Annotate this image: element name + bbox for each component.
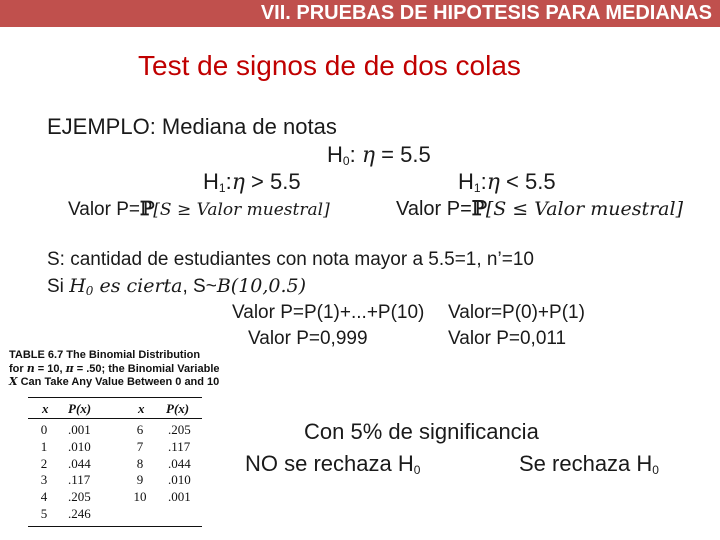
decision-left: [245, 451, 420, 483]
left-x-cell: 2: [40, 455, 48, 471]
left-x-cell: 5: [40, 506, 48, 521]
left-probability-cell: .205: [68, 489, 91, 505]
left-x-cell: 1: [40, 438, 48, 454]
pvalue-right-prefix: Valor P=: [396, 198, 472, 220]
right-x-cell: 6: [136, 422, 144, 437]
left-x-cell: 3: [40, 472, 48, 488]
col-header-px: P(x): [68, 401, 92, 416]
right-x-cell: 8: [136, 455, 144, 471]
right-probability-cell: .117: [168, 438, 191, 454]
pvalue-sum-right: Valor=P(0)+P(1): [448, 302, 585, 323]
left-probability-cell: .001: [68, 422, 91, 437]
h1-right-label: H: [458, 169, 474, 194]
caption-text: for: [9, 363, 27, 375]
si-h: H: [69, 275, 86, 297]
h1-right-colon: :: [480, 169, 487, 194]
si-prefix: Si: [47, 276, 70, 297]
right-x-cell: 9: [136, 472, 144, 488]
left-probability-cell: .117: [68, 472, 91, 488]
statistic-definition: S: cantidad de estudiantes con nota mayor a 5.5=1, n’=10: [47, 249, 534, 270]
left-x-cell: 4: [40, 489, 48, 505]
h0-label: H: [327, 142, 343, 167]
si-rest: , S~: [182, 276, 217, 297]
right-probability-cell: .205: [168, 422, 191, 437]
decision-left-text: NO se rechaza H: [245, 451, 414, 476]
table-caption-line3: [9, 375, 219, 389]
pvalue-sum-left: Valor P=P(1)+...+P(10): [232, 302, 425, 323]
right-x-cell: 10: [133, 489, 147, 505]
decision-left-subscript: 0: [413, 463, 421, 477]
col-header-px: P(x): [166, 401, 190, 416]
example-label: EJEMPLO: Mediana de notas: [47, 114, 337, 139]
caption-n: n: [26, 362, 35, 375]
h1-left-colon: :: [225, 169, 232, 194]
left-probability-cell: .010: [68, 438, 91, 454]
table-caption-line2: [9, 362, 220, 376]
left-probability-cell: .246: [68, 506, 91, 521]
h0-subscript: 0: [342, 154, 350, 168]
si-distribution: B(10,0.5): [216, 275, 307, 297]
h0-colon: :: [349, 142, 356, 167]
caption-x: X: [9, 375, 18, 388]
col-header-x: x: [138, 401, 145, 416]
probability-symbol: ℙ: [471, 196, 486, 220]
right-probability-cell: .044: [168, 455, 191, 471]
h0-eta: η: [361, 143, 376, 168]
table-caption-line1: TABLE 6.7 The Binomial Distribution: [9, 349, 201, 361]
si-h-subscript: 0: [85, 284, 94, 298]
caption-text: Can Take Any Value Between 0 and 10: [17, 376, 220, 388]
significance-level: Con 5% de significancia: [304, 419, 539, 444]
h0-relation: = 5.5: [381, 142, 431, 167]
caption-pi: π: [65, 362, 74, 375]
pvalue-result-right: Valor P=0,011: [448, 328, 567, 349]
table-top-rule: [28, 397, 202, 398]
h1-right-subscript: 1: [473, 181, 481, 195]
null-hypothesis: [327, 142, 431, 174]
right-x-cell: 7: [136, 438, 144, 454]
table-bottom-rule: [28, 526, 202, 527]
alt-hypothesis-greater: [203, 169, 301, 201]
h1-left-subscript: 1: [218, 181, 226, 195]
header-bar: [0, 0, 720, 27]
h1-right-relation: < 5.5: [506, 169, 556, 194]
caption-text: = .50; the Binomial Variable: [73, 363, 220, 375]
pvalue-right-expr: [S ≤ Valor muestral]: [485, 198, 683, 220]
h1-right-eta: η: [486, 170, 500, 195]
pvalue-left-expr: [S ≥ Valor muestral]: [153, 200, 330, 220]
left-x-cell: 0: [40, 422, 48, 437]
pvalue-definition-left: [68, 198, 330, 221]
null-distribution: [47, 275, 306, 302]
decision-right: [519, 451, 659, 483]
table-header-rule: [28, 418, 202, 419]
slide-title: Test de signos de de dos colas: [138, 50, 521, 81]
h1-left-eta: η: [231, 170, 245, 195]
h1-left-label: H: [203, 169, 219, 194]
right-probability-cell: .010: [168, 472, 191, 488]
h1-left-relation: > 5.5: [251, 169, 301, 194]
decision-right-subscript: 0: [652, 463, 659, 477]
pvalue-definition-right: [396, 197, 683, 220]
probability-symbol: ℙ: [140, 198, 154, 220]
si-italic: es cierta: [93, 275, 183, 297]
caption-text: = 10,: [34, 363, 66, 375]
right-probability-cell: .001: [168, 489, 191, 505]
header-title: VII. PRUEBAS DE HIPOTESIS PARA MEDIANAS: [260, 2, 712, 24]
pvalue-result-left: Valor P=0,999: [248, 328, 368, 349]
pvalue-left-prefix: Valor P=: [68, 199, 140, 220]
left-probability-cell: .044: [68, 455, 91, 471]
col-header-x: x: [42, 401, 49, 416]
decision-right-text: Se rechaza H: [519, 451, 653, 476]
